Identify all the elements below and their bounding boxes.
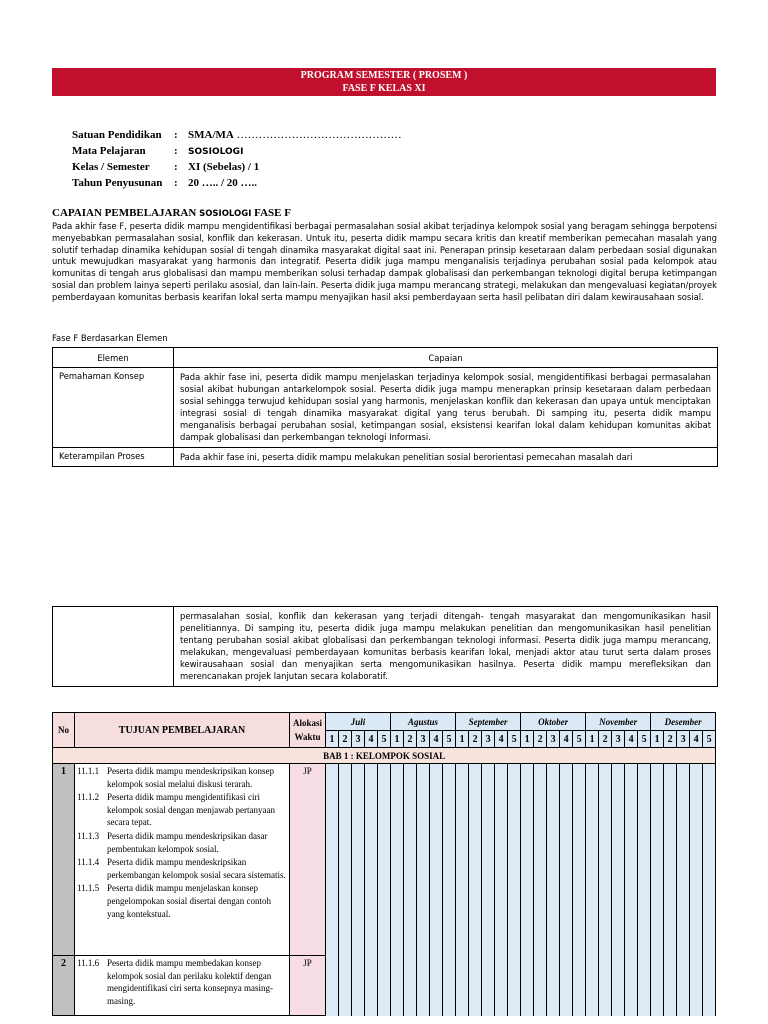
tujuan-cell [75,956,290,1016]
week-cell: 2 [469,731,482,748]
row-number: 2 [53,956,75,1016]
week-cell: 1 [326,731,339,748]
schedule-cell[interactable] [534,956,547,1016]
schedule-cell[interactable] [417,764,430,956]
schedule-cell[interactable] [651,956,664,1016]
list-item: 11.1.5 Peserta didik mampu menjelaskan konsep pengelompokan sosial disertai dengan contoh yang kontekstual. [77,883,271,919]
list-item: 11.1.6 Peserta didik mampu membedakan konsep kelompok sosial dan perilaku kolektif dengan mengidentifikasi ciri serta konsepnya masing-masing. [77,958,273,1006]
schedule-cell[interactable] [495,956,508,1016]
schedule-cell[interactable] [508,956,521,1016]
week-cell: 1 [521,731,534,748]
week-cell: 2 [339,731,352,748]
month-oktober: Oktober [521,713,586,731]
alokasi-cell: JP [290,764,326,956]
program-title: PROGRAM SEMESTER ( PROSEM ) [300,70,468,81]
schedule-cell[interactable] [703,956,716,1016]
schedule-cell[interactable] [339,764,352,956]
schedule-cell[interactable] [443,956,456,1016]
schedule-cell[interactable] [547,956,560,1016]
week-cell: 5 [638,731,651,748]
week-cell: 2 [404,731,417,748]
capaian-paragraph: Pada akhir fase F, peserta didik mampu mengidentifikasi berbagai permasalahan sosial akibat terjadinya kelompok sosial yang beragam sehingga berpotensi menyebabkan permasalahan sosial, konflik dan kekerasan. Untuk itu, peserta didik mampu secara kritis dan kreatif memberikan pemecahan masalah yang solutif terhadap dinamika kehidupan sosial di tengah dinamika masyarakat digital saat ini. Penerapan prinsip kesetaraan dalam perbedaan sosial digunakan untuk mewujudkan masyarakat yang harmonis dan integratif. Peserta didik juga mampu menganalisis terjadinya perubahan sosial pada kelompok atau komunitas di tengah arus globalisasi dan mampu memberikan solusi terhadap dampak globalisasi dan perkembangan teknologi digital berupa ketimpangan sosial dan problem lainya seperti perilaku asosial, dan lain-lain. Peserta didik juga mampu merancang strategi, melakukan dan mengevaluasi kegiatan/proyek pemberdayaan komunitas berbasis kearifan lokal serta mampu menyajikan hasil aksi pemberdayaan serta hasil pelibatan diri dalam kewirausahaan sosial. [52,221,717,302]
week-cell: 5 [703,731,716,748]
schedule-cell[interactable] [326,764,339,956]
schedule-cell[interactable] [326,956,339,1016]
alokasi-cell: JP [290,956,326,1016]
month-juli: Juli [326,713,391,731]
week-cell: 3 [482,731,495,748]
schedule-cell[interactable] [612,956,625,1016]
schedule-cell[interactable] [612,764,625,956]
table-row [53,447,718,466]
month-september: September [456,713,521,731]
bab-title: BAB 1 : KELOMPOK SOSIAL [53,748,716,764]
schedule-cell[interactable] [352,956,365,1016]
header-no: No [53,713,75,748]
tujuan-cell [75,764,290,956]
capaian-cell: permasalahan sosial, konflik dan kekerasan yang terjadi ditengah- tengah masyarakat dan mengomunikasikan hasil penelitiannya. Di samping itu, peserta didik juga mampu melakukan penelitian dan mengomunikasikan hasil penelitian tentang perubahan sosial akibat globalisasi dan perkembangan teknologi informasi. Peserta didik juga mampu merancang, melakukan, mengevaluasi pemberdayaan komunitas berbasis kearifan lokal, menjadi aktor atau turut serta dalam proses kewirausahaan sosial dan menyajikan serta mengomunikasikan hasilnya. Peserta didik mampu merefleksikan dan merencanakan projek lanjutan secara kolaboratif. [174,607,718,687]
week-cell: 4 [430,731,443,748]
schedule-cell[interactable] [586,764,599,956]
schedule-cell[interactable] [352,764,365,956]
week-cell: 3 [417,731,430,748]
week-cell: 4 [560,731,573,748]
prosem-table [52,712,716,1016]
week-cell: 1 [456,731,469,748]
week-cell: 1 [651,731,664,748]
capaian-cell: Pada akhir fase ini, peserta didik mampu menjelaskan terjadinya kelompok sosial, mengidentifikasi berbagai permasalahan sosial akibat hubungan antarkelompok sosial. Peserta didik juga mampu menerapkan prinsip kesetaraan dalam perbedaan sosial sehingga terwujud kehidupan sosial yang harmonis, menjelaskan konflik dan kekerasan dan upaya untuk menciptakan integrasi sosial di tengah dinamika masyarakat digital yang terus berubah. Di samping itu, peserta didik mampu menganalisis berbagai perubahan sosial, ketimpangan sosial, eksistensi kearifan lokal dalam kehidupan komunitas akibat dampak globalisasi dan perkembangan teknologi Informasi. [174,368,718,448]
schedule-cell[interactable] [599,764,612,956]
schedule-cell[interactable] [625,764,638,956]
schedule-cell[interactable] [638,956,651,1016]
schedule-cell[interactable] [404,764,417,956]
list-item: 11.1.3 Peserta didik mampu mendeskripsikan dasar pembentukan kelompok sosial. [77,830,268,854]
list-item: 11.1.2 Peserta didik mampu mengidentifikasi ciri kelompok sosial dengan menjawab pertanyaan secara tepat. [77,792,275,828]
week-cell: 4 [495,731,508,748]
elemen-cell: Keterampilan Proses [53,447,174,466]
week-cell: 3 [547,731,560,748]
schedule-cell[interactable] [690,764,703,956]
list-item: 11.1.1 Peserta didik mampu mendeskripsikan konsep kelompok sosial melalui diskusi terarah. [77,766,274,789]
capaian-cell: Pada akhir fase ini, peserta didik mampu melakukan penelitian sosial berorientasi pemecahan masalah dari [174,447,718,466]
identity-row-tahun: Tahun Penyusunan : 20 ….. / 20 ….. [72,177,258,189]
schedule-cell[interactable] [482,764,495,956]
table-row [53,368,718,448]
week-cell: 4 [365,731,378,748]
schedule-cell[interactable] [651,764,664,956]
schedule-cell[interactable] [404,956,417,1016]
schedule-cell[interactable] [391,956,404,1016]
schedule-cell[interactable] [521,764,534,956]
schedule-cell[interactable] [391,764,404,956]
identity-block [72,127,402,191]
elemen-header-row [53,348,718,368]
capaian-heading: CAPAIAN PEMBELAJARAN SOSIOLOGI FASE F [52,207,291,219]
schedule-cell[interactable] [664,956,677,1016]
schedule-cell[interactable] [469,764,482,956]
prosem-header-months [53,713,716,731]
schedule-cell[interactable] [703,764,716,956]
schedule-cell[interactable] [560,956,573,1016]
schedule-cell[interactable] [521,956,534,1016]
schedule-cell[interactable] [339,956,352,1016]
schedule-cell[interactable] [690,956,703,1016]
table-row [53,764,716,956]
schedule-cell[interactable] [638,764,651,956]
schedule-cell[interactable] [599,956,612,1016]
header-tujuan: TUJUAN PEMBELAJARAN [75,713,290,748]
schedule-cell[interactable] [664,764,677,956]
elemen-table-continuation [52,606,718,687]
month-november: November [586,713,651,731]
list-item: 11.1.4 Peserta didik mampu mendeskripsikan perkembangan kelompok sosial secara sistematis. [77,857,286,880]
schedule-cell[interactable] [547,764,560,956]
header-elemen: Elemen [53,348,174,368]
fase-label: Fase F Berdasarkan Elemen [52,333,168,343]
week-cell: 3 [677,731,690,748]
title-banner [52,68,716,96]
week-cell: 5 [573,731,586,748]
schedule-cell[interactable] [430,956,443,1016]
schedule-cell[interactable] [417,956,430,1016]
schedule-cell[interactable] [378,956,391,1016]
schedule-cell[interactable] [430,764,443,956]
schedule-cell[interactable] [586,956,599,1016]
schedule-cell[interactable] [625,956,638,1016]
schedule-cell[interactable] [508,764,521,956]
header-alokasi: Alokasi Waktu [290,713,326,748]
schedule-cell[interactable] [365,956,378,1016]
week-cell: 1 [586,731,599,748]
elemen-cell-empty [53,607,174,687]
month-agustus: Agustus [391,713,456,731]
schedule-cell[interactable] [573,764,586,956]
week-cell: 3 [352,731,365,748]
week-cell: 3 [612,731,625,748]
schedule-cell[interactable] [573,956,586,1016]
schedule-cell[interactable] [560,764,573,956]
row-number: 1 [53,764,75,956]
bab-row [53,748,716,764]
table-row [53,607,718,687]
schedule-cell[interactable] [482,956,495,1016]
identity-row-satuan: Satuan Pendidikan : SMA/MA ……………………………………… [72,129,402,141]
week-cell: 5 [443,731,456,748]
schedule-cell[interactable] [469,956,482,1016]
schedule-cell[interactable] [456,956,469,1016]
week-cell: 5 [508,731,521,748]
elemen-table [52,347,718,467]
week-cell: 4 [625,731,638,748]
header-capaian: Capaian [174,348,718,368]
identity-row-kelas: Kelas / Semester : XI (Sebelas) / 1 [72,161,260,173]
week-cell: 2 [534,731,547,748]
month-desember: Desember [651,713,716,731]
week-cell: 5 [378,731,391,748]
schedule-cell[interactable] [534,764,547,956]
schedule-cell[interactable] [443,764,456,956]
schedule-cell[interactable] [456,764,469,956]
schedule-cell[interactable] [378,764,391,956]
schedule-cell[interactable] [677,764,690,956]
week-cell: 2 [599,731,612,748]
schedule-cell[interactable] [677,956,690,1016]
schedule-cell[interactable] [365,764,378,956]
week-cell: 4 [690,731,703,748]
fase-title: FASE F KELAS XI [342,83,426,94]
identity-row-mapel: Mata Pelajaran : SOSIOLOGI [72,145,244,157]
week-cell: 2 [664,731,677,748]
schedule-cell[interactable] [495,764,508,956]
week-cell: 1 [391,731,404,748]
table-row [53,956,716,1016]
elemen-cell: Pemahaman Konsep [53,368,174,448]
